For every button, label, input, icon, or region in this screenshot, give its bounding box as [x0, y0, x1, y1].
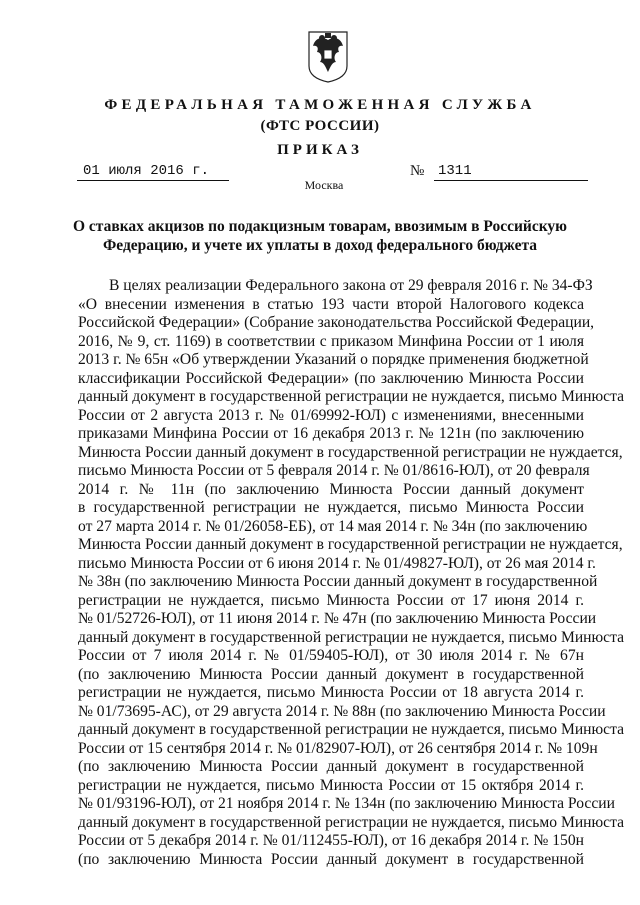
body-text-line: регистрации не нуждается, письмо Минюста России от 17 июня 2014 г.	[78, 591, 584, 609]
body-text-line: России от 7 июля 2014 г. № 01/59405-ЮЛ), от 30 июля 2014 г. № 67н	[78, 647, 584, 664]
russian-coat-of-arms-emblem	[305, 28, 351, 84]
body-text-line: данный документ в государственной регистрации не нуждается, письмо Минюста	[78, 813, 625, 831]
body-text-line: данный документ в государственной регистрации не нуждается, письмо Минюста	[78, 388, 625, 405]
body-text-line: № 38н (по заключению Минюста России данный документ в государственной	[78, 573, 598, 590]
body-text-line: регистрации не нуждается, письмо Минюста России от 15 октября 2014 г.	[78, 776, 584, 794]
body-text-line: № 01/73695-АС), от 29 августа 2014 г. № 88н (по заключению Минюста России	[78, 702, 606, 720]
agency-name: ФЕДЕРАЛЬНАЯ ТАМОЖЕННАЯ СЛУЖБА	[104, 97, 536, 113]
body-text-line: России от 5 декабря 2014 г. № 01/112455-ЮЛ), от 16 декабря 2014 г. № 150н	[78, 832, 584, 849]
body-text-line: 2014 г. № 11н (по заключению Минюста России данный документ	[78, 480, 584, 498]
document-type: ПРИКАЗ	[277, 142, 363, 158]
title-line: О ставках акцизов по подакцизным товарам, ввозимым в Российскую	[72, 218, 568, 235]
body-text-line: 2013 г. № 65н «Об утверждении Указаний о порядке применения бюджетной	[78, 351, 589, 368]
body-text-line: России от 2 августа 2013 г. № 01/69992-ЮЛ) с изменениями, внесенными	[78, 406, 584, 424]
body-text-line: классификации Российской Федерации» (по заключению Минюста России	[78, 369, 584, 387]
body-text-line: № 01/52726-ЮЛ), от 11 июня 2014 г. № 47н (по заключению Минюста России	[78, 610, 597, 627]
body-text-line: (по заключению Минюста России данный документ в государственной	[78, 758, 584, 775]
body-text-line: регистрации не нуждается, письмо Минюста России от 18 августа 2014 г.	[78, 684, 584, 701]
body-text-line: данный документ в государственной регистрации не нуждается, письмо Минюста	[78, 721, 625, 738]
body-text-line: (по заключению Минюста России данный документ в государственной	[78, 665, 584, 683]
body-text-line: (по заключению Минюста России данный документ в государственной	[78, 850, 584, 868]
order-number-label: №	[410, 163, 425, 179]
body-text-line: приказами Минфина России от 16 декабря 2013 г. № 121н (по заключению	[78, 425, 584, 442]
body-text-line: Российской Федерации» (Собрание законодательства Российской Федерации,	[78, 314, 595, 331]
body-text-line: № 01/93196-ЮЛ), от 21 ноября 2014 г. № 134н (по заключению Минюста России	[78, 795, 615, 812]
body-text-line: от 27 марта 2014 г. № 01/26058-ЕБ), от 14 мая 2014 г. № 34н (по заключению	[78, 517, 588, 535]
body-text-line: данный документ в государственной регистрации не нуждается, письмо Минюста	[78, 628, 625, 646]
body-text-line: в государственной регистрации не нуждается, письмо Минюста России	[78, 499, 584, 516]
body-text-line: «О внесении изменения в статью 193 части второй Налогового кодекса	[78, 295, 584, 313]
order-date: 01 июля 2016 г.	[77, 163, 229, 181]
body-text-line: В целях реализации Федерального закона от 29 февраля 2016 г. № 34-ФЗ	[109, 277, 593, 294]
city: Москва	[304, 178, 344, 192]
document-title	[0, 218, 640, 255]
body-text-line: России от 15 сентября 2014 г. № 01/82907-ЮЛ), от 26 сентября 2014 г. № 109н	[78, 739, 598, 757]
document-body	[78, 277, 625, 869]
agency-short-name: (ФТС РОССИИ)	[260, 118, 380, 134]
title-line: Федерацию, и учете их уплаты в доход федерального бюджета	[102, 236, 538, 254]
body-text-line: 2016, № 9, ст. 1169) в соответствии с приказом Минфина России от 1 июля	[78, 332, 584, 350]
body-text-line: письмо Минюста России от 6 июня 2014 г. № 01/49827-ЮЛ), от 26 мая 2014 г.	[78, 554, 596, 572]
body-text-line: Минюста России данный документ в государственной регистрации не нуждается,	[78, 443, 623, 461]
body-text-line: письмо Минюста России от 5 февраля 2014 г. № 01/8616-ЮЛ), от 20 февраля	[78, 462, 590, 479]
body-text-line: Минюста России данный документ в государственной регистрации не нуждается,	[78, 536, 623, 553]
order-number: 1311	[434, 163, 588, 181]
